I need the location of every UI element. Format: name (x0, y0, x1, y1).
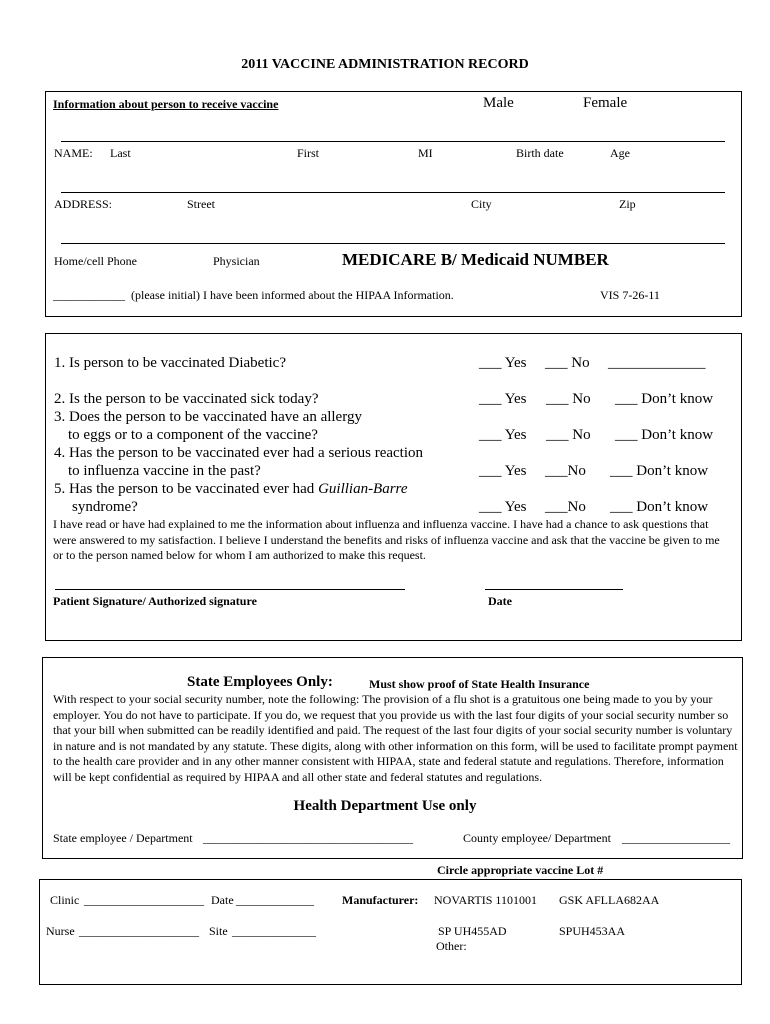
q4-dont-know[interactable]: ___ Don’t know (610, 463, 709, 479)
name-input-line[interactable] (61, 141, 725, 142)
state-employees-heading: State Employees Only: (187, 674, 333, 690)
lot-date-blank[interactable]: _____________ (236, 893, 314, 907)
consent-statement: I have read or have had explained to me the information about influenza and influenza vaccine. I have had a chance to ask questions that were answered to my satisfaction. I believe I understand the benefits and risks of influenza vaccine and ask that the vaccine be given to me or to the person named below for whom I am authorized to make this request. (53, 517, 720, 562)
q5-dont-know[interactable]: ___ Don’t know (610, 499, 709, 515)
county-employee-label: County employee/ Department (463, 831, 611, 845)
medicare-number-label: MEDICARE B/ Medicaid NUMBER (342, 250, 609, 269)
name-label: NAME: (54, 146, 93, 160)
lot-novartis[interactable]: NOVARTIS 1101001 (434, 893, 537, 907)
signature-label: Patient Signature/ Authorized signature (53, 594, 257, 608)
q1-blank[interactable]: _____________ (608, 355, 706, 371)
signature-date-label: Date (488, 594, 512, 608)
question-3-line1: 3. Does the person to be vaccinated have an allergy (54, 409, 362, 425)
phone-label: Home/cell Phone (54, 254, 137, 268)
lot-sp[interactable]: SP UH455AD (438, 924, 507, 938)
q3-dont-know[interactable]: ___ Don’t know (615, 427, 714, 443)
q5-yes[interactable]: ___ Yes (479, 499, 527, 515)
street-label: Street (187, 197, 215, 211)
signature-line[interactable] (55, 589, 405, 590)
vis-date: VIS 7-26-11 (600, 288, 660, 302)
q3-no[interactable]: ___ No (546, 427, 591, 443)
middle-initial-label: MI (418, 146, 433, 160)
lot-other-label: Other: (436, 939, 467, 953)
address-input-line[interactable] (61, 192, 725, 193)
question-5-line2: syndrome? (72, 499, 138, 515)
insurance-proof-note: Must show proof of State Health Insurance (369, 677, 590, 691)
birth-date-label: Birth date (516, 146, 564, 160)
lot-gsk[interactable]: GSK AFLLA682AA (559, 893, 660, 907)
date-line[interactable] (485, 589, 623, 590)
lot-spuh[interactable]: SPUH453AA (559, 924, 626, 938)
question-5-text: 5. Has the person to be vaccinated ever had (54, 481, 319, 497)
male-option[interactable]: Male (483, 95, 514, 111)
nurse-label: Nurse (46, 924, 75, 938)
q2-no[interactable]: ___ No (546, 391, 591, 407)
zip-label: Zip (619, 197, 636, 211)
question-2: 2. Is the person to be vaccinated sick today? (54, 391, 319, 407)
age-label: Age (610, 146, 630, 160)
ssn-notice: With respect to your social security number, note the following: The provision of a flu shot is a gratuitous one being made to you by your employer. You do not have to participate. If you do, we request that you provide us with the last four digits of your social security number so that your bill when submitted can be readily identified and paid. The request of the last four digits of your social security number is voluntary in nature and is not mandated by any statute. These digits, along with other information on this form, will be used to facilitate prompt payment to the health care provider and in any other manner consistent with HIPAA, state and federal statute and regulations. Therefore, information will be kept confidential as required by HIPAA and all other state and federal statutes and regulations. (53, 692, 738, 784)
vaccine-lot-instruction: Circle appropriate vaccine Lot # (437, 863, 604, 877)
q1-yes[interactable]: ___ Yes (479, 355, 527, 371)
clinic-blank[interactable]: ____________________ (84, 893, 204, 907)
question-3-line2: to eggs or to a component of the vaccine? (68, 427, 318, 443)
state-employee-label: State employee / Department (53, 831, 193, 845)
phone-input-line[interactable] (61, 243, 725, 244)
city-label: City (471, 197, 492, 211)
page-title: 2011 VACCINE ADMINISTRATION RECORD (241, 57, 529, 72)
nurse-blank[interactable]: ____________________ (79, 924, 199, 938)
site-blank[interactable]: ______________ (232, 924, 316, 938)
guillain-barre-term: Guillian-Barre (318, 481, 408, 497)
clinic-label: Clinic (50, 893, 80, 907)
question-1: 1. Is person to be vaccinated Diabetic? (54, 355, 286, 371)
female-option[interactable]: Female (583, 95, 628, 111)
manufacturer-label: Manufacturer: (342, 893, 419, 907)
last-name-label: Last (110, 146, 131, 160)
q4-yes[interactable]: ___ Yes (479, 463, 527, 479)
q2-yes[interactable]: ___ Yes (479, 391, 527, 407)
question-4-line2: to influenza vaccine in the past? (68, 463, 261, 479)
lot-date-label: Date (211, 893, 234, 907)
address-label: ADDRESS: (54, 197, 113, 211)
first-name-label: First (297, 146, 320, 160)
question-5-line1 (54, 481, 408, 498)
q2-dont-know[interactable]: ___ Don’t know (615, 391, 714, 407)
state-department-blank[interactable]: ___________________________________ (203, 831, 413, 845)
person-info-section (45, 91, 742, 317)
physician-label: Physician (213, 254, 260, 268)
q1-no[interactable]: ___ No (545, 355, 590, 371)
site-label: Site (209, 924, 228, 938)
hipaa-statement: (please initial) I have been informed about the HIPAA Information. (131, 288, 454, 302)
hipaa-initial-blank[interactable]: ____________ (53, 288, 125, 302)
q4-no[interactable]: ___No (545, 463, 586, 479)
health-dept-heading: Health Department Use only (293, 798, 477, 814)
county-department-blank[interactable]: __________________ (622, 831, 730, 845)
info-heading: Information about person to receive vaccine (53, 97, 279, 111)
q3-yes[interactable]: ___ Yes (479, 427, 527, 443)
question-4-line1: 4. Has the person to be vaccinated ever had a serious reaction (54, 445, 424, 461)
q5-no[interactable]: ___No (545, 499, 586, 515)
